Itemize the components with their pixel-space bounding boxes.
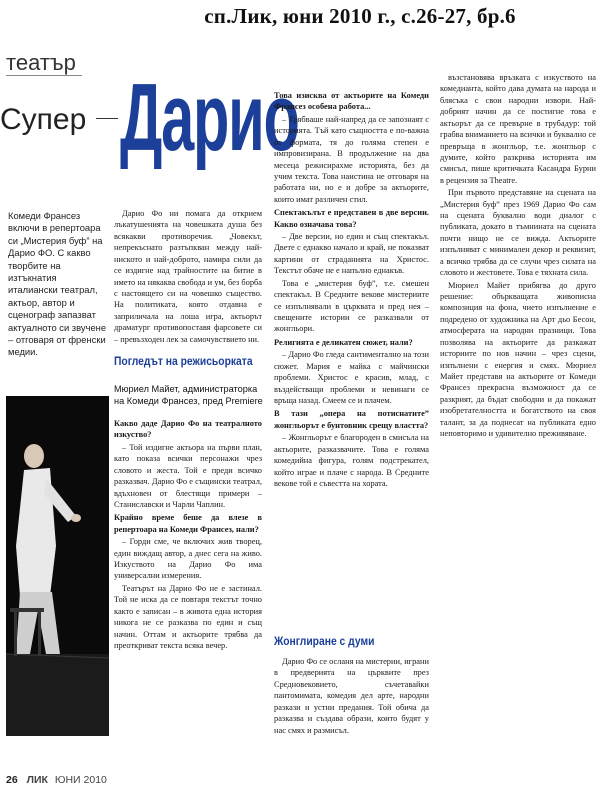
answer: – Горди сме, че включих жив творец, един виждащ автор, а днес сега на живо. Изкуството на Дарио Фо има универсални измерения. [114,537,262,581]
actor-photo [6,396,109,736]
issue-month: ЮНИ 2010 [54,774,107,786]
question: Религията е деликатен сюжет, нали? [274,337,413,347]
answer: – Дарио Фо гледа сантиментално на този сюжет. Мария е майка с майчински проблеми. Христос е красив, млад, с въздействащи проблеми и невинаги се връща назад. Смеем се и плачем. [274,350,429,405]
headline-dario: Дарио [120,64,299,171]
page-footer [6,774,107,786]
paragraph: Това е „мистерия буф”, т.е. смешен спектакъл. В Средните векове мистериите се изпълнявали в църквата и пред нея – свещените истории се разказвали от жонгльори. [274,278,429,334]
intro-text: Комеди Франсез включи в репертоара си „Мистерия буф” на Дарио ФО. С какво творбите на изтъкнатия италиански театрал, актьор, автор и сценограф запазват актуалното си звучене – отговаря от френски медии. [8,210,107,358]
question: Спектакълът е представен в две версии. Какво означава това? [274,208,429,229]
subhead-director: Погледът на режисьорката [114,354,253,368]
page-number: 26 [6,774,18,786]
interview-byline: Мюриел Майет, администраторка на Комеди Франсез, пред Premiere [114,384,263,406]
answer: – Той издигне актьора на първи план, като показа всички персонажи чрез словото и жеста. Той е преди всичко разказвач. Дарио Фо е същински театрал, вдъхновен от блестящи примери – Станиславски и Чарли Чаплин. [114,442,262,509]
headline-rule [96,118,118,119]
paragraph: При първото представяне на сцената на „Мистерия буф” през 1969 Дарио Фо сам на сцената буквално води диалог с публиката, докато в тъмнината на сцената почти нищо не се вижда. Актьорите изпълняват с минимален декор и реквизит, а всичко трябва да се случи чрез силата на словото и жестовете. Това е тяхната сила. [440,188,596,278]
answer: – Две версии, но един и същ спектакъл. Двете с еднакво начало и край, не показват картини от страданията на Христос. Текстът обаче не е напълно еднакъв. [274,232,429,276]
article-column-1 [114,208,262,346]
paragraph: Дарио Фо ни помага да открием лъкатушенията на човешката душа без всякакви противоречия. „Човекът, непрекъснато разтъпкван между най-ниското и най-доброто, намира сили да се издигне над трайностите на битие в името на някаква свобода и ум, без борба с настоящето си на човешко същество. На политиката, която отдавна е заприличала на лоша игра, актьорът драматург противопоставя фарсовете си – превъзходен лек за самочувствието ни. [114,209,262,344]
answer: – Трябваше най-напред да се запознаят с историята. Тъй като същността е по-важна от формата, тя до голяма степен е импровизирана. В продължение на два месеца режисирахме историята, без да учим текста. Това наистина не отговаря на работата ни, но е и добре за актьорите, които имат различен стил. [274,114,429,204]
question: Какво даде Дарио Фо на театралното изкуство? [114,419,262,440]
question: В тази „опера на потиснатите” жонгльорът е бунтовник срещу властта? [274,409,429,430]
article-column-2 [274,88,429,490]
question: Крайно време беше да влезе в репертоара на Комеди Франсез, нали? [114,513,262,534]
paragraph: Театърът на Дарио Фо не е застинал. Той не иска да се повтаря текстът точно както е записан – в живота една история никога не се разказва по един и същ начин. Оттам и актьорите трябва да преоткриват текста всяка вечер. [114,583,262,651]
article-column-3 [440,72,596,441]
article-column-2b [274,656,429,737]
actor-on-stage-photo [6,396,109,736]
section-label: театър [6,50,76,75]
magazine-name: ЛИК [26,774,48,786]
paragraph: Дарио Фо се осланя на мистерии, играни в предверията на църквите през Средновековието, съчетавайки пантомимата, комедия дел арте, народни разкази и устни предания. Той обича да разказва и създава образи, които будят у нас смях и размисъл. [274,657,429,735]
question: Това изисква от актьорите на Комеди Франсез особена работа... [274,91,429,112]
answer: – Жонгльорът е благороден в смисъла на актьорите, разказвачите. Това е голяма комедийна фигура, голям подстрекател, който играе и плаче с народа. В Средните векове той е съвестта на хората. [274,433,429,488]
article-column-1b [114,416,262,652]
paragraph: Мюриел Майет прибягва до друго решение: объркващата живописна композиция на фона, чието изпълнение е подредено от художника на Арт дьо Бесон, атмосферата на народни празници. Това позволява на актьорите да разкажат историите по нов начин – чрез сцени, изпълнени с енергия и смях. Мюриел Майет представя на актьорите от Комеди Франсез прекрасна възможност да се разкрият, да бъдат свободни и да покажат изобретателността и богатството на своя талант, за да поднесат на публиката едно неповторимо и удивително преживяване. [440,280,596,439]
subhead-juggling: Жонглиране с думи [274,634,375,648]
source-citation: сп.Лик, юни 2010 г., с.26-27, бр.6 [204,4,516,28]
headline-super: Супер [0,103,87,136]
section-rule [6,75,82,76]
paragraph: възстановява връзката с изкуството на комедианта, който дава думата на народа и блясъка с свои народни извори. Най-добрият начин да се постигне това е актьорът да се превърне в трубадур: той грабва вниманието на всички и буквално се превръща в жонгльор, т.е. жонгльор с думите, който разкрива историята им смисъл, пише критичката Касандра Бурни в рецензия за Theatre. [440,73,596,185]
